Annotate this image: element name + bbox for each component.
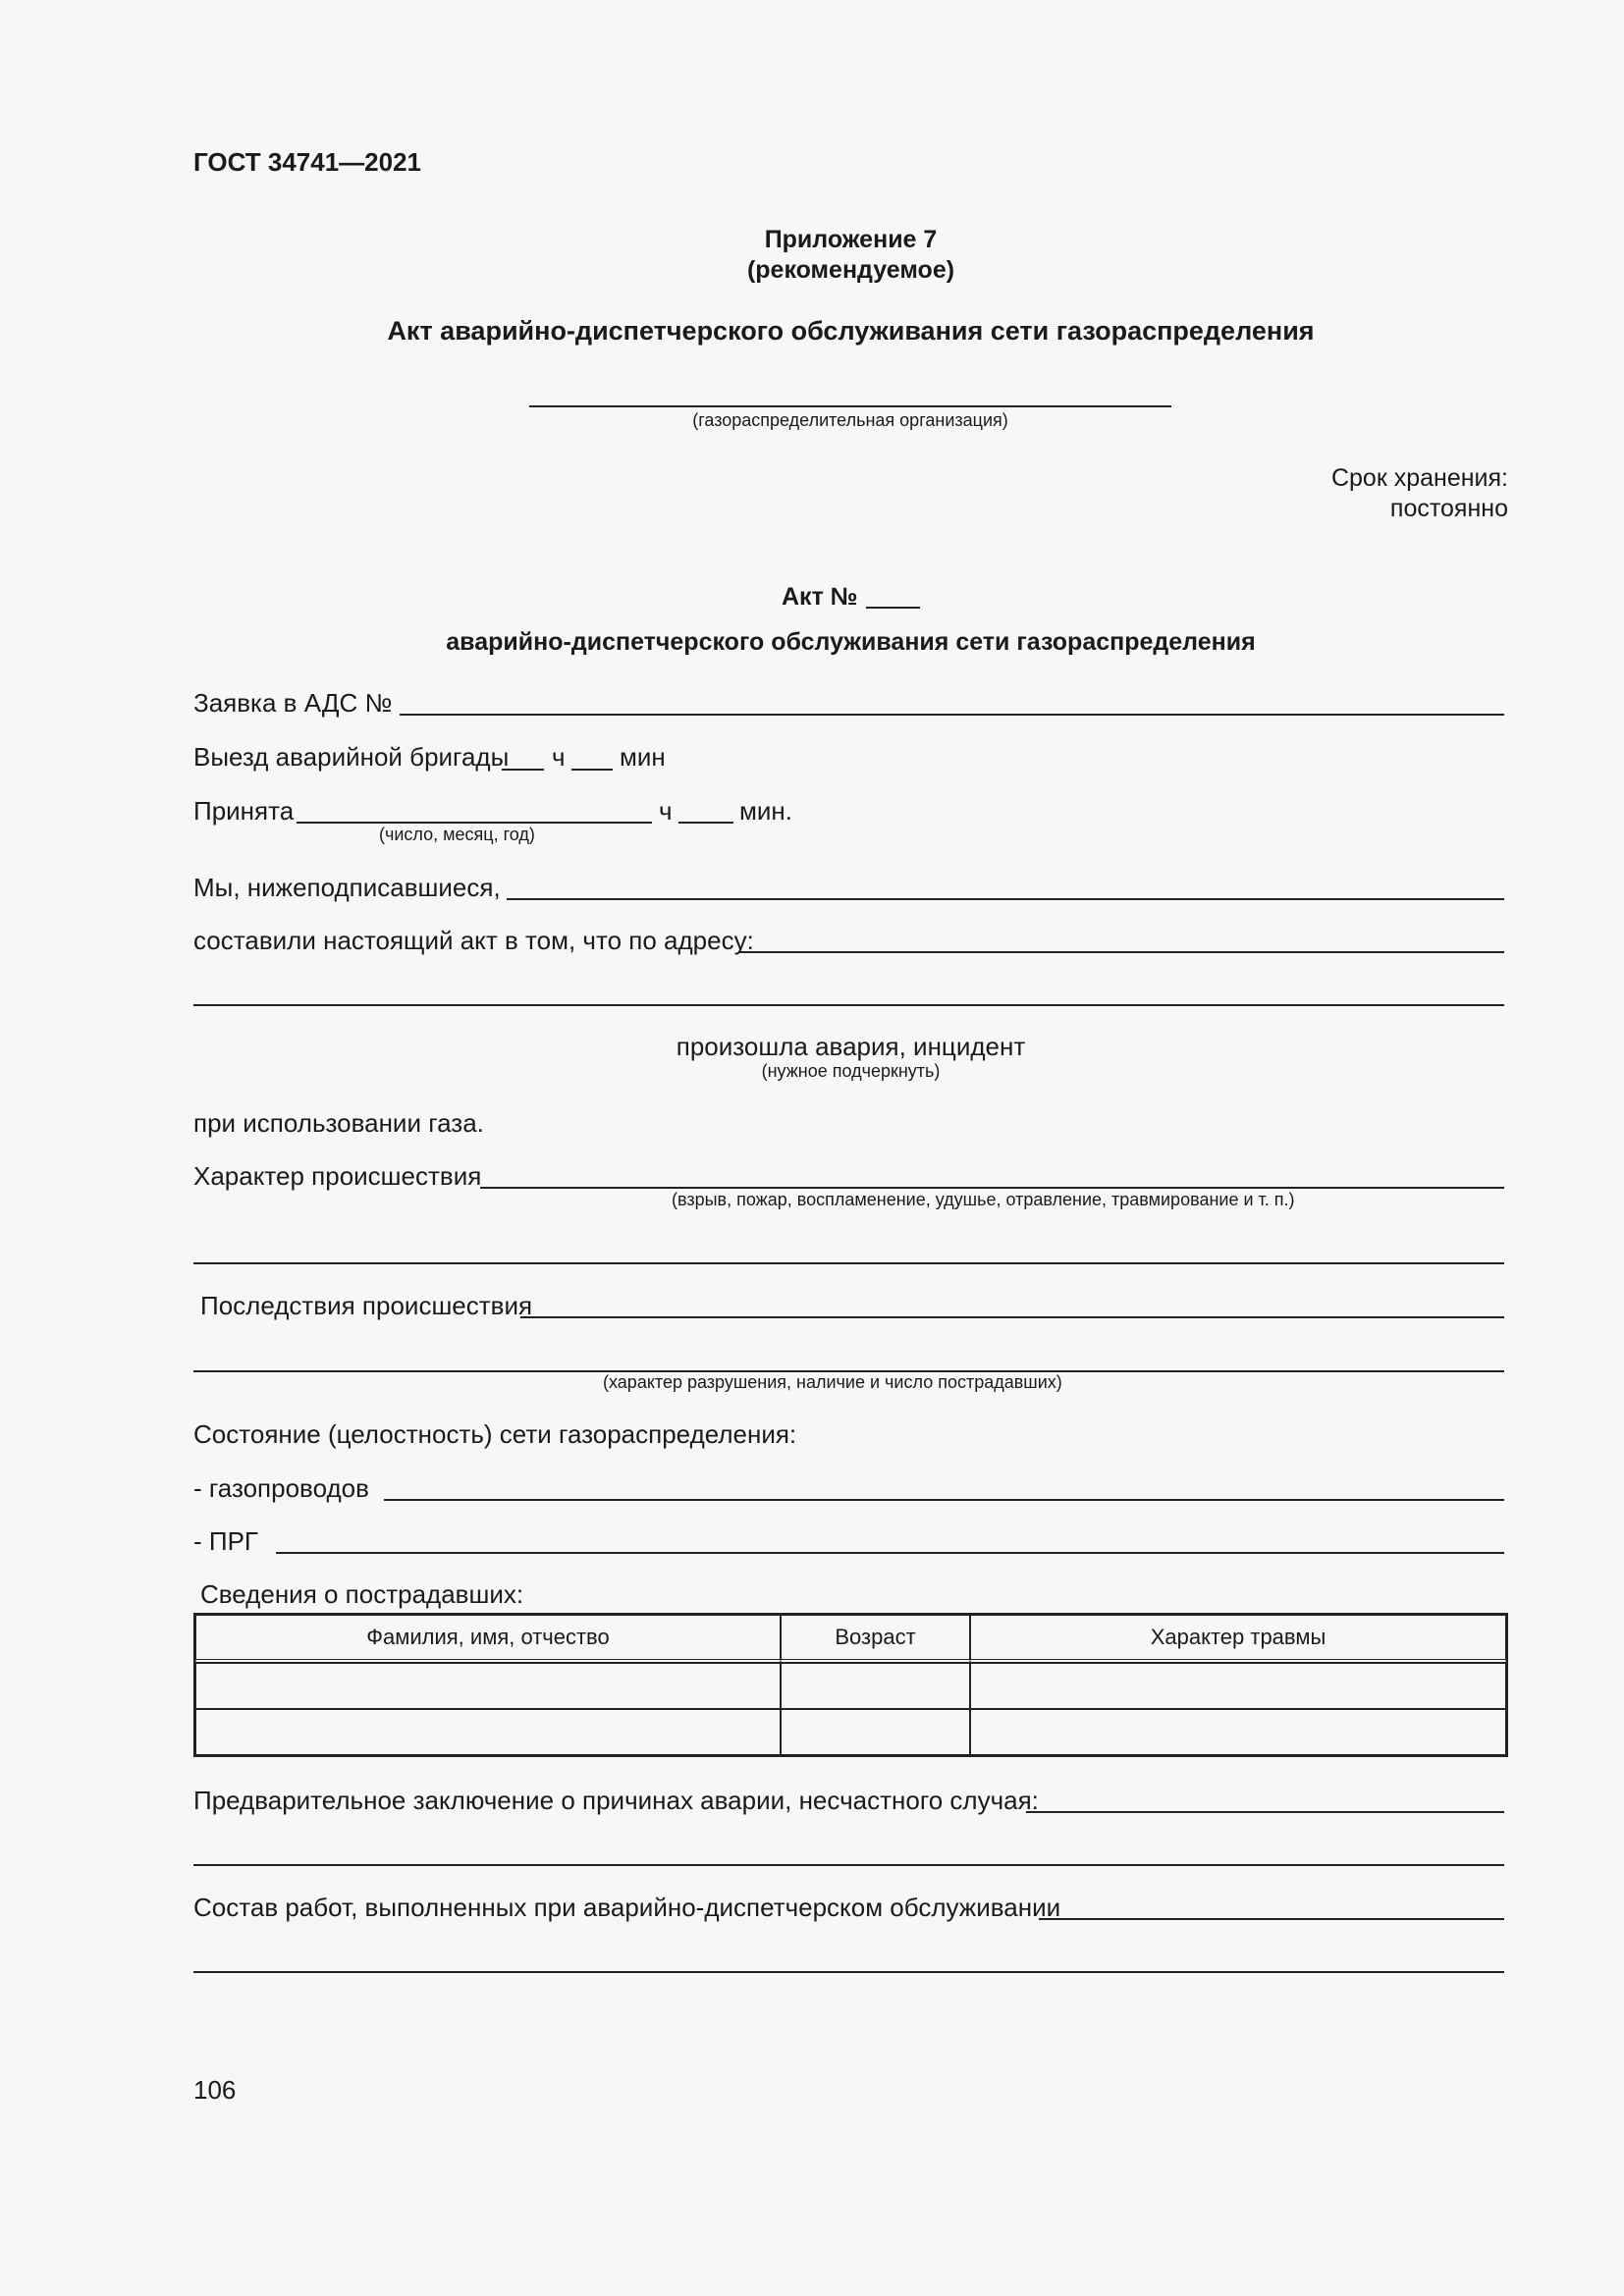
victims-table xyxy=(193,1613,1508,1757)
address-field[interactable] xyxy=(739,951,1504,953)
conclusion-label: Предварительное заключение о причинах аварии, несчастного случая: xyxy=(193,1786,1039,1815)
prg-label: - ПРГ xyxy=(193,1526,258,1556)
consequences-caption: (характер разрушения, наличие и число пострадавших) xyxy=(603,1372,1062,1392)
accepted-minute-field[interactable] xyxy=(678,822,733,824)
incident-nature-caption: (взрыв, пожар, воспламенение, удушье, отравление, травмирование и т. п.) xyxy=(672,1190,1295,1209)
act-number-field[interactable] xyxy=(866,607,920,609)
undersigned-field[interactable] xyxy=(507,898,1504,900)
departure-minute-field[interactable] xyxy=(571,769,613,771)
organization-caption: (газораспределительная организация) xyxy=(692,410,1008,430)
works-field-continuation[interactable] xyxy=(193,1971,1504,1973)
conclusion-field-continuation[interactable] xyxy=(193,1864,1504,1866)
cell-full-name[interactable] xyxy=(195,1663,781,1709)
organization-line[interactable] xyxy=(529,405,1171,407)
victims-label: Сведения о пострадавших: xyxy=(200,1579,524,1609)
consequences-field[interactable] xyxy=(520,1316,1504,1318)
cell-age[interactable] xyxy=(781,1663,970,1709)
storage-value: постоянно xyxy=(1389,495,1508,522)
act-subtitle: аварийно-диспетчерского обслуживания сети газораспределения xyxy=(446,628,1256,656)
appendix-heading: Акт аварийно-диспетчерского обслуживания сети газораспределения xyxy=(387,316,1315,346)
standard-code: ГОСТ 34741—2021 xyxy=(193,147,421,177)
conclusion-field[interactable] xyxy=(1026,1811,1504,1813)
departure-minute-label: мин xyxy=(620,742,666,772)
column-header-age: Возраст xyxy=(781,1615,970,1663)
incident-nature-field-continuation[interactable] xyxy=(193,1262,1504,1264)
address-label: составили настоящий акт в том, что по адресу: xyxy=(193,926,754,955)
departure-hour-label: ч xyxy=(552,742,566,772)
incident-nature-label: Характер происшествия xyxy=(193,1161,482,1191)
address-field-continuation[interactable] xyxy=(193,1004,1504,1006)
gas-use-text: при использовании газа. xyxy=(193,1108,484,1138)
page-number: 106 xyxy=(193,2075,237,2105)
accepted-hour-label: ч xyxy=(659,796,673,826)
request-label: Заявка в АДС № xyxy=(193,688,393,718)
accepted-minute-label: мин. xyxy=(739,796,792,826)
appendix-status: (рекомендуемое) xyxy=(746,256,955,284)
request-number-field[interactable] xyxy=(400,714,1504,716)
cell-full-name[interactable] xyxy=(195,1709,781,1755)
cell-injury[interactable] xyxy=(970,1663,1506,1709)
column-header-injury: Характер травмы xyxy=(970,1615,1506,1663)
table-row xyxy=(195,1663,1506,1709)
works-field[interactable] xyxy=(1039,1918,1504,1920)
cell-injury[interactable] xyxy=(970,1709,1506,1755)
network-state-label: Состояние (целостность) сети газораспределения: xyxy=(193,1419,797,1449)
act-number-label: Акт № xyxy=(782,583,858,611)
consequences-label: Последствия происшествия xyxy=(200,1291,533,1320)
departure-hour-field[interactable] xyxy=(502,769,544,771)
table-row xyxy=(195,1709,1506,1755)
accident-text: произошла авария, инцидент xyxy=(676,1032,1026,1061)
accepted-label: Принята xyxy=(193,796,295,826)
incident-nature-field[interactable] xyxy=(480,1187,1504,1189)
storage-label: Срок хранения: xyxy=(1330,464,1508,492)
departure-label: Выезд аварийной бригады xyxy=(193,742,510,772)
column-header-full-name: Фамилия, имя, отчество xyxy=(195,1615,781,1663)
works-label: Состав работ, выполненных при аварийно-диспетчерском обслуживании xyxy=(193,1893,1061,1922)
victims-table-header xyxy=(195,1615,1506,1663)
appendix-title: Приложение 7 xyxy=(764,226,938,253)
pipelines-label: - газопроводов xyxy=(193,1473,369,1503)
accepted-date-field[interactable] xyxy=(297,822,652,824)
pipelines-field[interactable] xyxy=(384,1499,1504,1501)
date-caption: (число, месяц, год) xyxy=(379,825,535,844)
cell-age[interactable] xyxy=(781,1709,970,1755)
underline-caption: (нужное подчеркнуть) xyxy=(761,1061,941,1081)
undersigned-label: Мы, нижеподписавшиеся, xyxy=(193,873,501,902)
prg-field[interactable] xyxy=(276,1552,1504,1554)
